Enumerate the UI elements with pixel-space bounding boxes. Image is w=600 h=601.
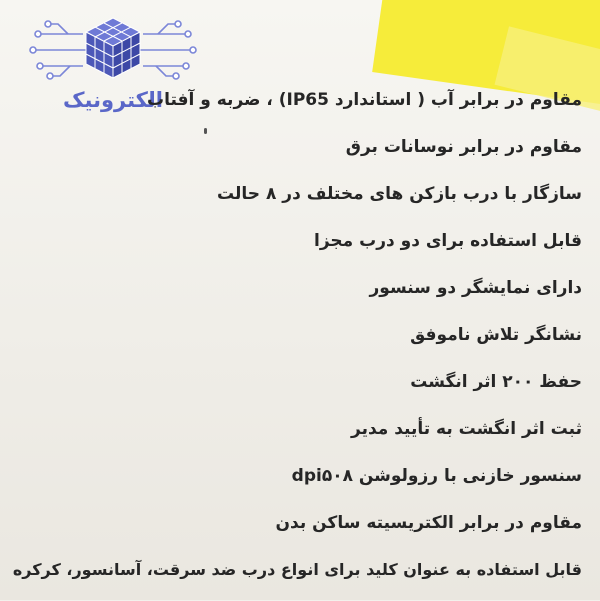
- feature-item: قابل استفاده برای دو درب مجزا: [314, 231, 582, 251]
- feature-item: دارای نمایشگر دو سنسور: [369, 278, 582, 298]
- feature-item: سنسور خازنی با رزولوشن dpi۵۰۸: [291, 466, 582, 486]
- feature-item: مقاوم در برابر الکتریسیته ساکن بدن: [275, 513, 582, 533]
- feature-item: سازگار با درب بازکن های مختلف در ۸ حالت: [217, 184, 582, 204]
- feature-item: مقاوم در برابر نوسانات برق: [345, 137, 582, 157]
- feature-item: حفظ ۲۰۰ اثر انگشت: [410, 372, 582, 392]
- feature-item: قابل استفاده به عنوان کلید برای انواع درب ضد سرقت، آسانسور، کرکره: [12, 560, 582, 579]
- feature-list: [7, 84, 582, 601]
- brand-name: الکترونیک: [63, 88, 163, 112]
- cube-circuit-icon: [28, 12, 198, 92]
- feature-item: ثبت اثر انگشت به تأیید مدیر: [351, 419, 582, 439]
- feature-item: نشانگر تلاش ناموفق: [410, 325, 582, 345]
- feature-item: مقاوم در برابر آب ( استاندارد IP65) ، ضربه و آفتاب: [146, 90, 582, 110]
